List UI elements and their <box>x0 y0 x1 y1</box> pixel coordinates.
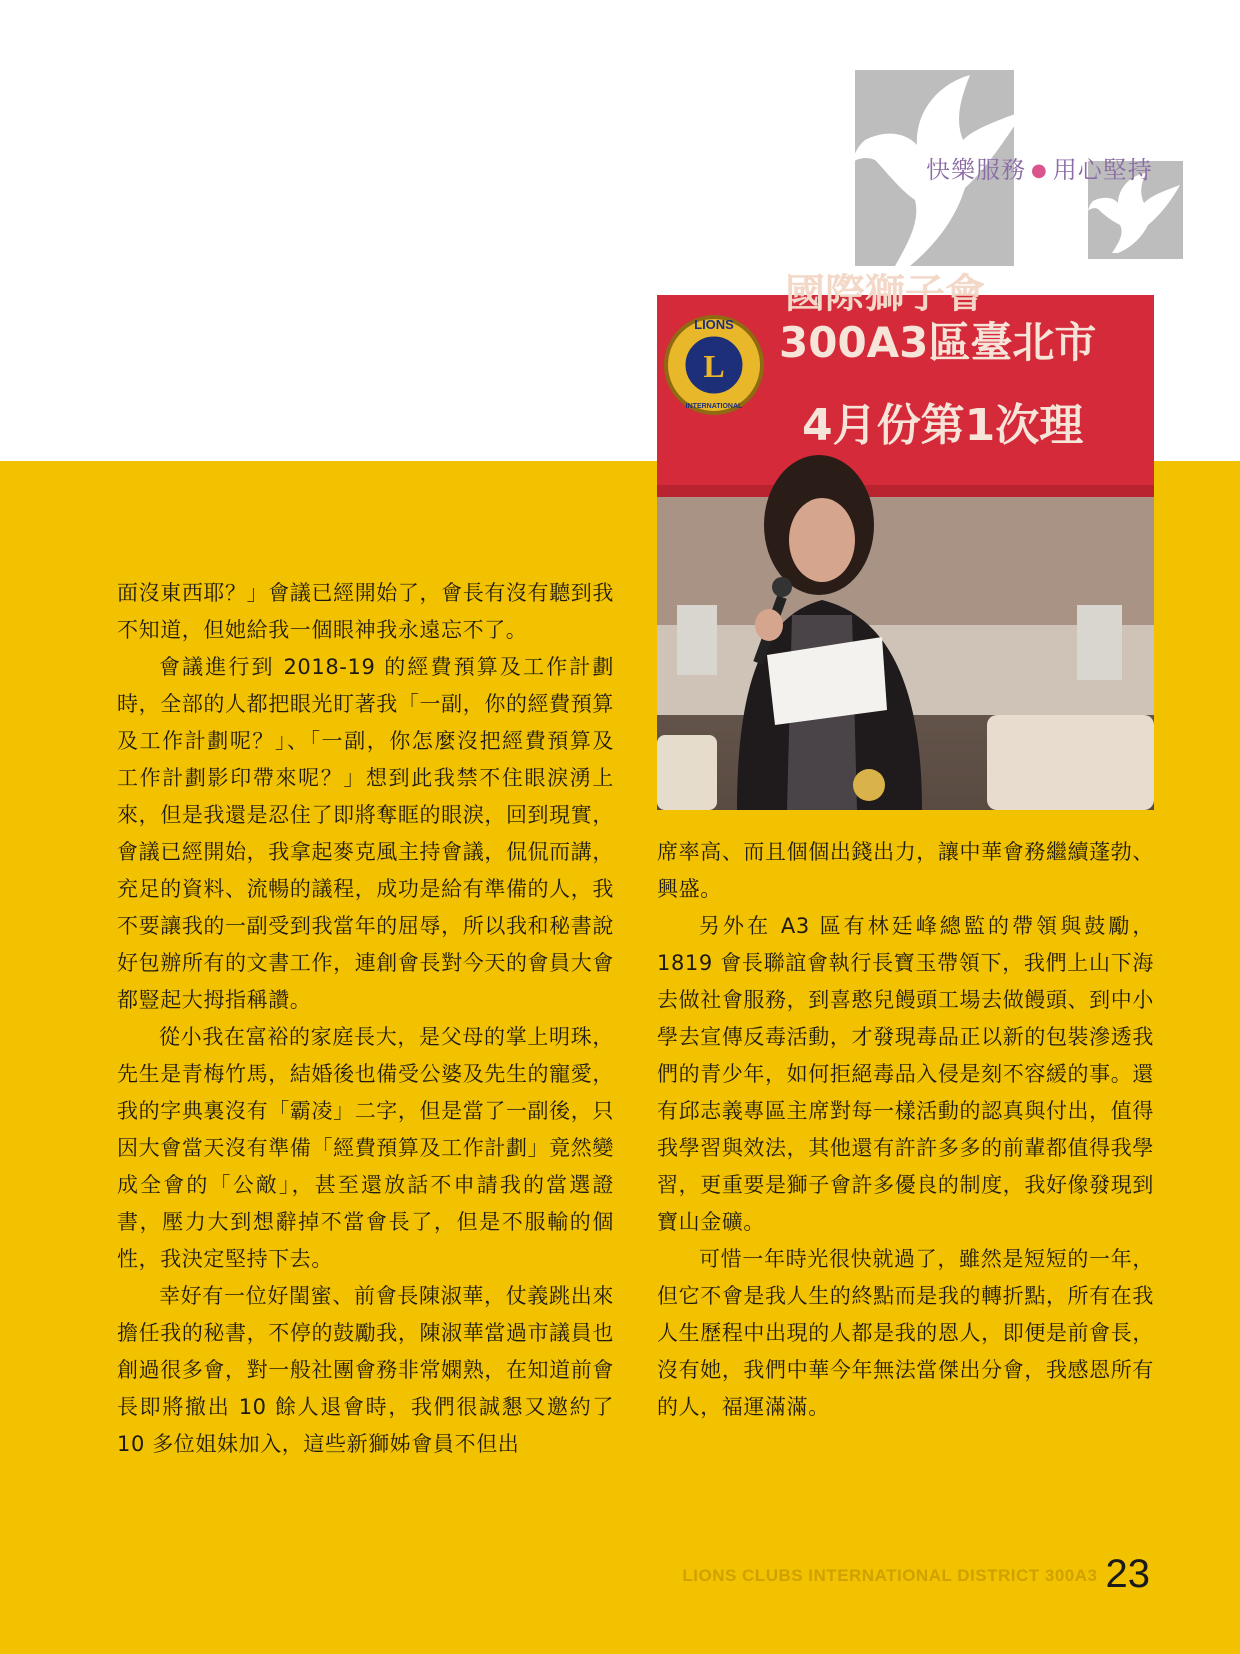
article-paragraph: 會議進行到 2018-19 的經費預算及工作計劃時，全部的人都把眼光盯著我「一副，你的經費預算及工作計劃呢？」、「一副，你怎麼沒把經費預算及工作計劃影印帶來呢？」想到此我禁不住眼淚湧上來，但是我還是忍住了即將奪眶的眼淚，回到現實，會議已經開始，我拿起麥克風主持會議，侃侃而講，充足的資料、流暢的議程，成功是給有準備的人，我不要讓我的一副受到我當年的屈辱，所以我和秘書說好包辦所有的文書工作，連創會長對今天的會員大會都豎起大拇指稱讚。 <box>117 655 614 1012</box>
page-number: 23 <box>1105 1552 1150 1596</box>
banner-line2: 300A3區臺北市 <box>779 318 1097 367</box>
lions-logo-text: LIONS <box>694 317 734 332</box>
article-paragraph: 席率高、而且個個出錢出力，讓中華會務繼續蓬勃、興盛。 <box>657 840 1154 901</box>
article-column-right <box>657 834 1154 1426</box>
slogan-dot-icon: ● <box>1031 160 1048 181</box>
slogan-right: 用心堅持 <box>1052 156 1153 184</box>
banner-line3: 4月份第1次理 <box>802 400 1084 451</box>
article-paragraph: 可惜一年時光很快就過了，雖然是短短的一年，但它不會是我人生的終點而是我的轉折點，所有在我人生歷程中出現的人都是我的恩人，即便是前會長，沒有她，我們中華今年無法當傑出分會，我感恩所有的人，福運滿滿。 <box>657 1247 1154 1419</box>
article-paragraph: 面沒東西耶？」會議已經開始了，會長有沒有聽到我不知道，但她給我一個眼神我永遠忘不了。 <box>117 581 614 642</box>
header-slogan <box>926 150 1166 185</box>
event-photo <box>657 271 1154 810</box>
slogan-left: 快樂服務 <box>926 156 1026 184</box>
article-paragraph: 另外在 A3 區有林廷峰總監的帶領與鼓勵，1819 會長聯誼會執行長寶玉帶領下，我們上山下海去做社會服務，到喜憨兒饅頭工場去做饅頭、到中小學去宣傳反毒活動，才發現毒品正以新的包裝滲透我們的青少年，如何拒絕毒品入侵是刻不容緩的事。還有邱志義專區主席對每一樣活動的認真與付出，值得我學習與效法，其他還有許許多多的前輩都值得我學習，更重要是獅子會許多優良的制度，我好像發現到寶山金礦。 <box>657 914 1154 1234</box>
footer-publication: LIONS CLUBS INTERNATIONAL DISTRICT 300A3 <box>682 1566 1098 1585</box>
lions-logo-letter: L <box>703 348 725 384</box>
banner-line1: 國際獅子會 <box>785 271 985 317</box>
lions-logo-bottom: INTERNATIONAL <box>685 403 743 410</box>
article-paragraph: 從小我在富裕的家庭長大，是父母的掌上明珠，先生是青梅竹馬，結婚後也備受公婆及先生的寵愛，我的字典裏沒有「霸凌」二字，但是當了一副後，只因大會當天沒有準備「經費預算及工作計劃」竟然變成全會的「公敵」，甚至還放話不申請我的當選證書，壓力大到想辭掉不當會長了，但是不服輸的個性，我決定堅持下去。 <box>117 1025 614 1271</box>
page-footer <box>682 1552 1150 1602</box>
article-paragraph: 幸好有一位好閨蜜、前會長陳淑華，仗義跳出來擔任我的秘書，不停的鼓勵我，陳淑華當過市議員也創過很多會，對一般社團會務非常嫻熟，在知道前會長即將撤出 10 餘人退會時，我們很誠懇又邀約了 10 多位姐妹加入，這些新獅姊會員不但出 <box>117 1284 614 1456</box>
article-column-left <box>117 575 614 1463</box>
